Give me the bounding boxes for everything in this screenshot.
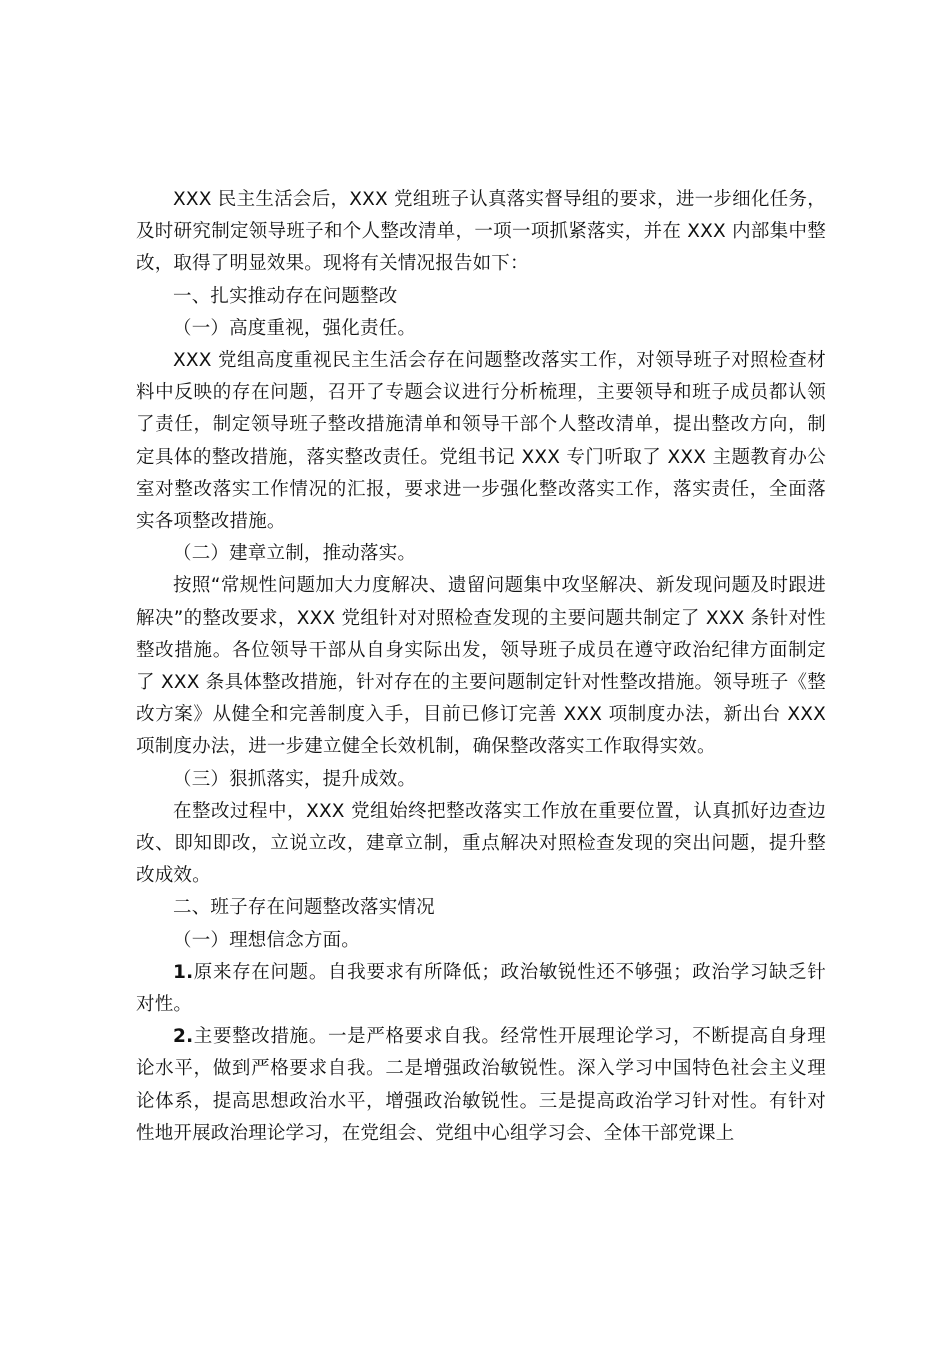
section-heading-1: 一、扎实推动存在问题整改 xyxy=(173,285,398,307)
body-paragraph: 在整改过程中，XXX 党组始终把整改落实工作放在重要位置，认真抓好边查边改、即知即改，立说立改，建章立制，重点解决对照检查发现的突出问题，提升整改成效。 xyxy=(136,800,826,887)
subheading-1-1: （一）高度重视，强化责任。 xyxy=(173,317,417,339)
intro-paragraph: XXX 民主生活会后，XXX 党组班子认真落实督导组的要求，进一步细化任务，及时研究制定领导班子和个人整改清单，一项一项抓紧落实，并在 XXX 内部集中整改，取得了明显效果。现将有关情况报告如下： xyxy=(136,189,826,275)
body-paragraph: XXX 党组高度重视民主生活会存在问题整改落实工作，对领导班子对照检查材料中反映的存在问题，召开了专题会议进行分析梳理，主要领导和班子成员都认领了责任，制定领导班子整改措施清单和领导干部个人整改清单，提出整改方向，制定具体的整改措施，落实整改责任。党组书记 XXX 专门听取了 XXX 主题教育办公室对整改落实工作情况的汇报，要求进一步强化整改落实工作，落实责任，全面落实各项整改措施。 xyxy=(136,350,826,533)
item-number: 1. xyxy=(173,961,194,983)
subheading-1-3: （三）狠抓落实，提升成效。 xyxy=(173,768,417,790)
body-paragraph: 按照“常规性问题加大力度解决、遗留问题集中攻坚解决、新发现问题及时跟进解决”的整改要求，XXX 党组针对对照检查发现的主要问题共制定了 XXX 条针对性整改措施。各位领导干部从自身实际出发，领导班子成员在遵守政治纪律方面制定了 XXX 条具体整改措施，针对存在的主要问题制定针对性整改措施。领导班子《整改方案》从健全和完善制度入手，目前已修订完善 XXX 项制度办法，新出台 XXX 项制度办法，进一步建立健全长效机制，确保整改落实工作取得实效。 xyxy=(136,575,826,758)
item-text: 原来存在问题。自我要求有所降低；政治敏锐性还不够强；政治学习缺乏针对性。 xyxy=(136,961,826,1016)
item-text: 主要整改措施。一是严格要求自我。经常性开展理论学习，不断提高自身理论水平，做到严格要求自我。二是增强政治敏锐性。深入学习中国特色社会主义理论体系，提高思想政治水平，增强政治敏锐性。三是提高政治学习针对性。有针对性地开展政治理论学习，在党组会、党组中心组学习会、全体干部党课上 xyxy=(136,1026,826,1144)
numbered-item-2 xyxy=(136,1021,826,1150)
subheading-2-1: （一）理想信念方面。 xyxy=(173,929,361,951)
numbered-item-1 xyxy=(136,957,826,1021)
document-page xyxy=(136,184,826,1150)
section-heading-2: 二、班子存在问题整改落实情况 xyxy=(173,897,435,919)
item-number: 2. xyxy=(173,1026,194,1048)
subheading-1-2: （二）建章立制，推动落实。 xyxy=(173,543,417,565)
